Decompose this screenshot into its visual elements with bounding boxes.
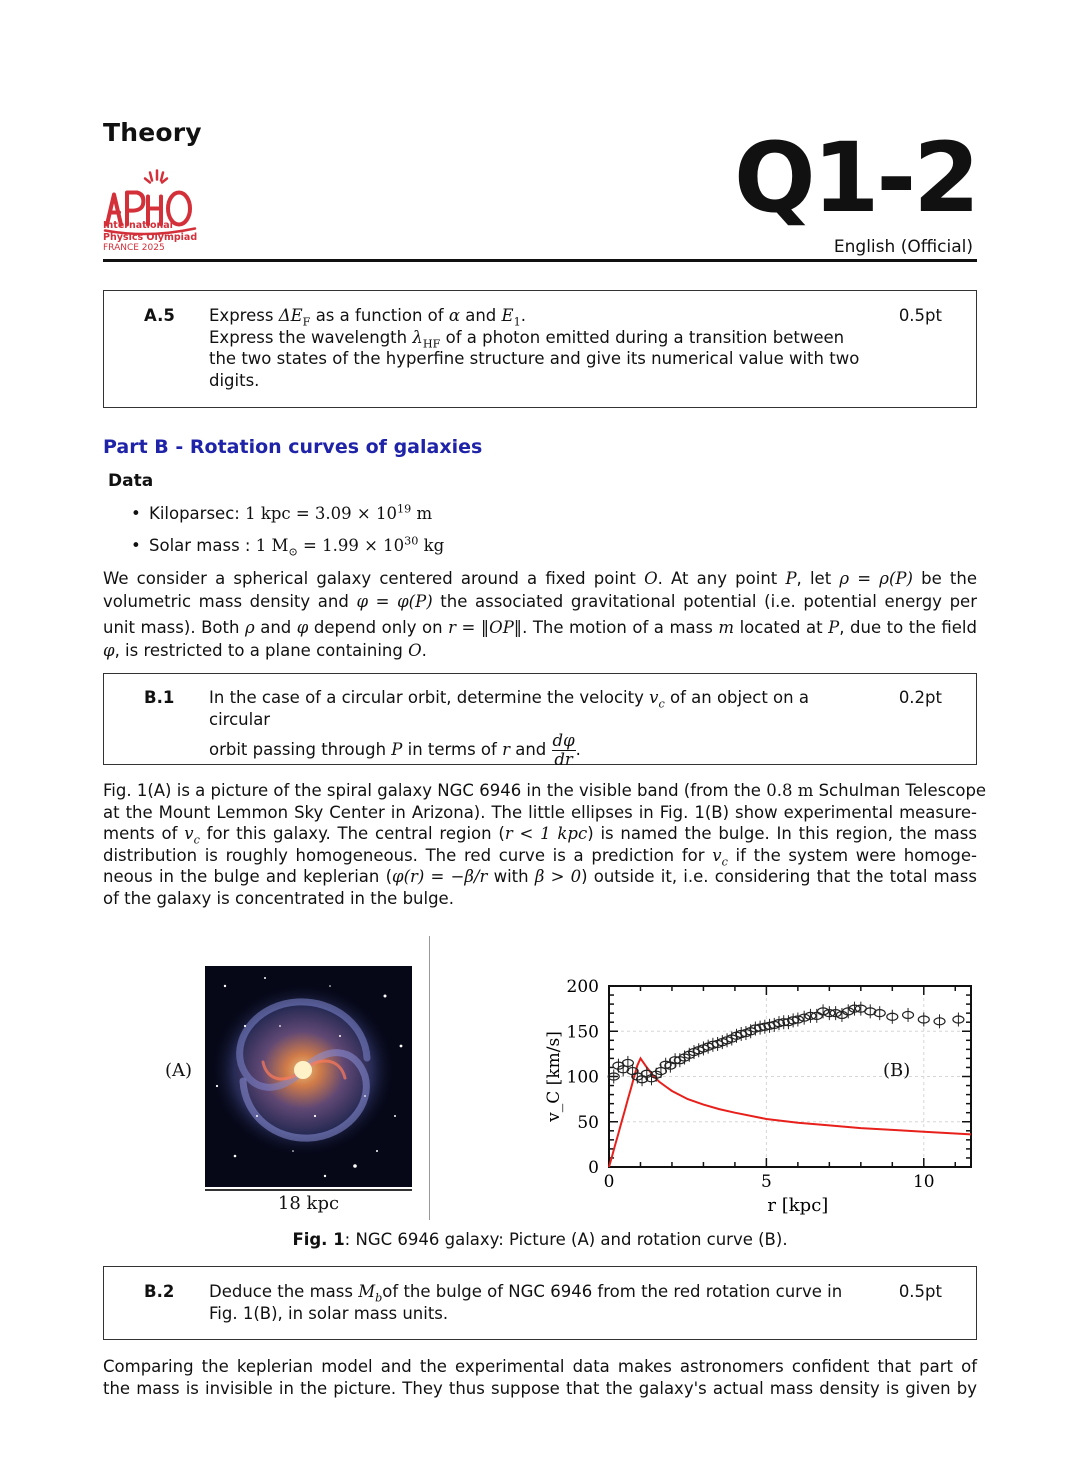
dphi-dr-fraction: $\frac{d\varphi}{dr}$ (552, 731, 575, 769)
question-number: Q1-2 (733, 122, 977, 234)
y-tick-label: 150 (566, 1022, 599, 1043)
logo-line2: Physics Olympiad (103, 231, 198, 243)
y-tick-label: 0 (588, 1158, 599, 1178)
question-box-b2 (103, 1266, 977, 1340)
a5-line4: digits. (209, 370, 260, 390)
question-box-a5 (103, 290, 977, 408)
header-rule (103, 259, 977, 262)
question-points: 0.5pt (898, 306, 942, 325)
b1-line1: In the case of a circular orbit, determine the velocity $v_c$ of an object on a circular (209, 688, 809, 729)
rotation-curve-chart (433, 966, 993, 1226)
data-heading: Data (108, 471, 154, 491)
question-box-b1 (103, 673, 977, 769)
figure-caption: Fig. 1: NGC 6946 galaxy: Picture (A) and rotation curve (B). (292, 1230, 788, 1249)
question-points: 0.5pt (898, 1282, 942, 1301)
y-tick-label: 50 (577, 1112, 599, 1133)
closing-paragraph: Comparing the keplerian model and the experimental data makes astronomers confident that part of the mass is invisible in the picture. They thus suppose that the galaxy's actual mass density is given by (103, 1357, 977, 1398)
a5-line3: the two states of the hyperfine structure and give its numerical value with two (209, 349, 860, 368)
data-bullet-kiloparsec: • Kiloparsec: 1 kpc = $3.09 \times 10^{19}$ m (131, 502, 433, 523)
section-title: Part B - Rotation curves of galaxies (103, 436, 483, 458)
question-id: A.5 (144, 306, 175, 325)
y-tick-label: 200 (566, 977, 599, 997)
b2-line1: Deduce the mass $M_bof$ the bulge of NGC 6946 from the red rotation curve in (209, 1282, 843, 1305)
x-axis-label: r [kpc] (767, 1195, 829, 1216)
chart-grid (609, 986, 971, 1167)
data-bullet-solar-mass: • Solar mass : 1 $M_⊙ = 1.99 \times 10^{30}$ kg (131, 534, 445, 559)
figure-label-a: (A) (165, 1060, 193, 1081)
scale-label: 18 kpc (277, 1193, 340, 1214)
b2-line2: Fig. 1(B), in solar mass units. (209, 1303, 449, 1323)
figure-label-b: (B) (883, 1060, 911, 1081)
x-tick-label: 0 (603, 1172, 615, 1192)
theory-label: Theory (103, 118, 202, 147)
question-id: B.1 (144, 688, 175, 707)
logo-text (103, 220, 197, 255)
question-points: 0.2pt (898, 688, 942, 707)
x-tick-label: 10 (912, 1172, 935, 1192)
question-id: B.2 (144, 1282, 175, 1301)
x-tick-label: 5 (760, 1172, 772, 1192)
figure-separator (429, 936, 430, 1220)
question-text (209, 1281, 874, 1324)
a5-line1: Express $\Delta E_F$ as a function of α and $E_1$. (209, 306, 526, 329)
b1-line2: orbit passing through P in terms of r and $\frac{d\varphi}{dr}$ . (209, 731, 581, 769)
chart-ticks (567, 977, 971, 1192)
logo-line1: International (103, 220, 173, 231)
y-tick-label: 100 (566, 1067, 599, 1088)
language-label: English (Official) (833, 237, 973, 257)
data-points (608, 1002, 964, 1087)
question-text (209, 687, 874, 769)
y-axis-label: v_C [km/s] (544, 1031, 564, 1122)
question-text (209, 305, 874, 391)
a5-line2: Express the wavelength $\lambda_{HF}$ of a photon emitted during a transition between (209, 327, 845, 350)
galaxy-photo (205, 966, 412, 1187)
scale-bar (205, 1189, 412, 1191)
logo-line3: FRANCE 2025 (103, 243, 165, 253)
figure-description-paragraph: Fig. 1(A) is a picture of the spiral galaxy NGC 6946 in the visible band (from the 0.8 m Schulman Telescope at the Mount Lemmon Sky Center in Arizona). The little ellipses in Fig. 1(B) show experimental measure- ments of $v_c$ for this galaxy. The central region (r < 1 kpc) is named the bulge. In this region, the mass distribution is roughly homogeneous. The red curve is a prediction for $v_c$ if the system were homoge- neous in the bulge and keplerian (φ(r) = −β/r with β > 0) outside it, i.e. considering that the total mass of the galaxy is concentrated in the bulge. (103, 781, 987, 908)
intro-paragraph: We consider a spherical galaxy centered around a fixed point O. At any point P, let ρ = ρ(P) be the volumetric mass density and φ = φ(P) the associated gravitational potential (i.e. potential energy per unit mass). Both ρ and φ depend only on r = ‖OP‖. The motion of a mass m located at P, due to the field φ, is restricted to a plane containing O. (103, 569, 977, 660)
